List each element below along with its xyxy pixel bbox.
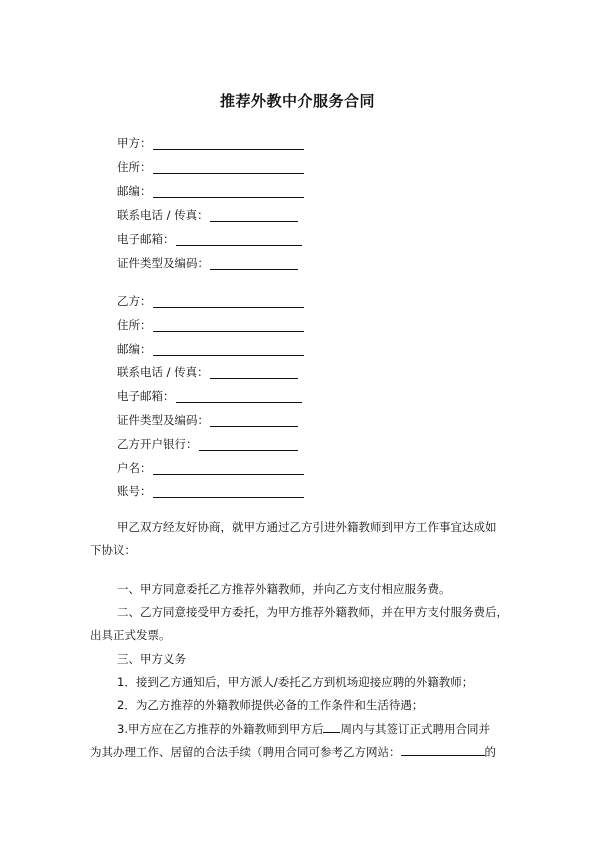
party-a-name-blank[interactable] [153,137,304,150]
intro-line-2: 下协议： [90,543,136,557]
party-a-address-blank[interactable] [153,161,304,174]
party-b-name-blank[interactable] [153,295,304,308]
party-b-postcode-label: 邮编： [117,342,152,356]
party-b-phone-fax-field [117,363,298,379]
clause-1: 一、甲方同意委托乙方推荐外籍教师，并向乙方支付相应服务费。 [117,582,451,596]
item-3-line-2-post: 的 [484,745,496,759]
party-b-email-field [117,387,302,403]
clause-3-heading: 三、甲方义务 [117,652,186,666]
party-b-phone-fax-blank[interactable] [210,366,298,379]
weeks-blank[interactable] [323,721,340,733]
party-a-address-label: 住所： [117,160,152,174]
website-blank[interactable] [401,744,485,756]
clause-3-item-3-line-1 [117,721,537,736]
document-title: 推荐外教中介服务合同 [219,92,375,110]
party-b-account-name-label: 户名： [117,461,152,475]
party-a-name-field [117,134,304,150]
party-b-address-label: 住所： [117,318,152,332]
party-a-postcode-field [117,182,304,198]
party-a-postcode-blank[interactable] [153,185,304,198]
item-3-text-post: 周内与其签订正式聘用合同并 [340,722,490,736]
party-a-address-field [117,158,304,174]
party-a-email-field [117,230,302,246]
party-b-email-label: 电子邮箱： [117,389,175,403]
clause-2-line-2: 出具正式发票。 [90,628,171,642]
party-a-phone-fax-field [117,206,298,222]
party-b-name-label: 乙方： [117,294,152,308]
party-a-id-field [117,254,298,270]
party-b-postcode-blank[interactable] [153,343,304,356]
clause-3-item-1: 1．接到乙方通知后，甲方派人/委托乙方到机场迎接应聘的外籍教师； [117,675,474,689]
party-b-account-name-blank[interactable] [153,462,304,475]
party-a-id-label: 证件类型及编码： [117,256,209,270]
intro-line-1: 甲乙双方经友好协商，就甲方通过乙方引进外籍教师到甲方工作事宜达成如 [117,520,497,534]
party-b-id-blank[interactable] [210,414,298,427]
party-b-id-label: 证件类型及编码： [117,413,209,427]
party-b-bank-field [117,435,298,451]
party-b-account-name-field [117,459,304,475]
party-a-name-label: 甲方： [117,136,152,150]
party-b-address-field [117,316,304,332]
party-a-email-label: 电子邮箱： [117,232,175,246]
party-b-id-field [117,411,298,427]
item-3-line-2-pre: 为其办理工作、居留的合法手续（聘用合同可参考乙方网站： [90,745,401,759]
party-b-account-no-field [117,482,304,498]
party-b-email-blank[interactable] [176,390,302,403]
party-a-id-blank[interactable] [210,257,298,270]
party-a-email-blank[interactable] [176,233,302,246]
clause-3-item-2: 2．为乙方推荐的外籍教师提供必备的工作条件和生活待遇； [117,698,424,712]
party-b-account-no-label: 账号： [117,484,152,498]
clause-3-item-3-line-2 [90,744,510,759]
item-3-text-pre: 3.甲方应在乙方推荐的外籍教师到甲方后 [117,722,324,736]
party-b-bank-blank[interactable] [199,438,298,451]
party-b-postcode-field [117,340,304,356]
party-b-account-no-blank[interactable] [153,485,304,498]
party-a-phone-fax-blank[interactable] [210,209,298,222]
party-b-name-field [117,292,304,308]
party-b-phone-fax-label: 联系电话 / 传真： [117,365,209,379]
party-a-phone-fax-label: 联系电话 / 传真： [117,208,209,222]
party-b-bank-label: 乙方开户银行： [117,437,198,451]
party-a-postcode-label: 邮编： [117,184,152,198]
clause-2-line-1: 二、乙方同意接受甲方委托，为甲方推荐外籍教师，并在甲方支付服务费后， [117,605,508,619]
party-b-address-blank[interactable] [153,319,304,332]
